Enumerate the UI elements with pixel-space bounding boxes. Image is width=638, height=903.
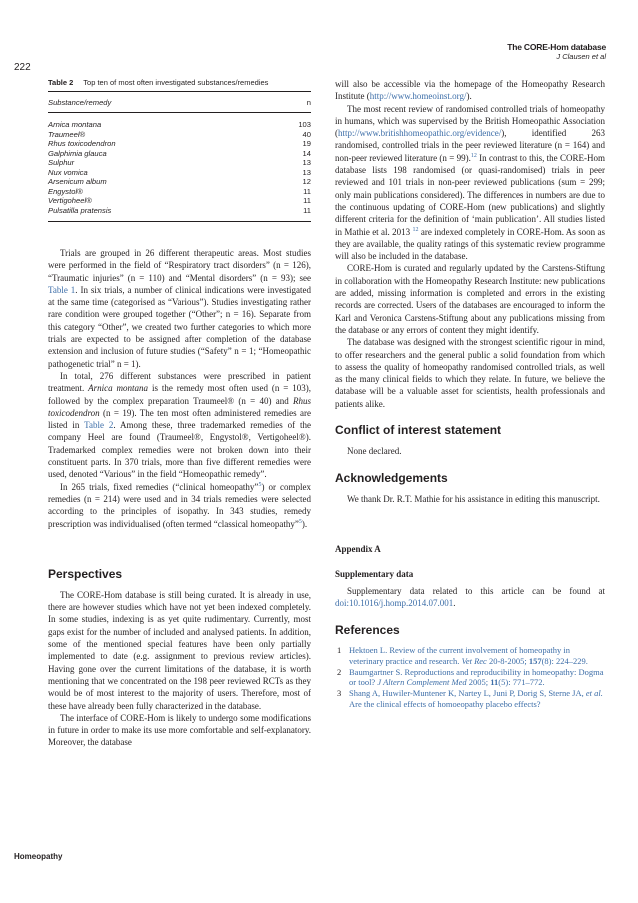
paragraph-interface: The interface of CORE-Hom is likely to undergo some modifications in future in order to make its use more comfortable and self-explanatory. Moreover, the database — [48, 712, 311, 748]
remedy-cell: Galphimia glauca — [48, 148, 107, 158]
remedy-cell: Arnica montana — [48, 120, 102, 129]
citation-5[interactable]: 5 — [298, 518, 302, 525]
paragraph-recent-review: The most recent review of randomised controlled trials of homeopathy in humans, which was supervised by the British Homeopathic Association (http://www.britishhomeopathic.org/evidence/), identified 263 randomised, controlled trials in the peer reviewed literature (n = 164) and non-peer reviewed literature (n = 99).$^{12}$ In contrast to this, the CORE-Hom database lists 198 randomised (or quasi-randomised) trials in peer reviewed and 101 trials in non-peer reviewed publications (sum = 299; only main publications considered). The differences in numbers are due to the continuous updating of CORE-Hom (new publications) and slightly different criteria for the definition of ‘main publication’. All studies listed in Mathie et al. 2013 $^{12}$ are indexed completely in CORE-Hom. As soon as they are available, the quality ratings of this systematic review programme will also be included in the database. — [335, 103, 605, 262]
paragraph-substances: In total, 276 different substances were prescribed in patient treatment. Arnica montana is the remedy most often used (n = 103), followed by the complex preparation Traumeel® (n = 40) and Rhus toxicodendron (n = 19). The ten most often administered remedies are listed in Table 2. Among these, three trademarked remedies of the company Heel are found (Traumeel®, Engystol®, Vertigoheel®). Trademarked complex remedies were not broken down into their constituent parts. In 370 trials, more than five different remedies were used, denoted “Various” in the field “Homeopathic remedy”. — [48, 370, 311, 480]
table-row — [48, 168, 311, 178]
appendix-heading: Appendix A — [335, 543, 381, 554]
right-column — [335, 78, 605, 709]
paragraph-accessibility: will also be accessible via the homepage of the Homeopathy Research Institute (http://www.homeoinst.org/). — [335, 79, 605, 102]
citation-12[interactable]: 12 — [412, 226, 419, 233]
table-header-remedy: Substance/remedy — [48, 92, 269, 113]
reference-item[interactable]: 3 Shang A, Huwiler-Muntener K, Nartey L, Juni P, Dorig S, Sterne JA, et al. Are the clinical effects of homoeopathy placebo effects? — [337, 688, 603, 709]
references-heading: References — [335, 623, 400, 638]
left-column — [48, 78, 311, 749]
paragraph-therapeutic-areas: Trials are grouped in 26 different therapeutic areas. Most studies were performed in the field of “Respiratory tract disorders” (n = 126), “Traumatic injuries” (n = 110) and “Mental disorders” (n = 93); see Table 1. In six trials, a number of clinical indications were investigated at the same time (categorised as “Various”). Studies investigating rather rare condition were grouped together (“Other”; n = 16). Separate from this category “Other”, we created two further categories to which more trials are expected to be assigned after completion of the database extension and inclusion of future studies (“Safety” n = 1; “Homeopathic pathogenetic trial” n = 1). — [48, 248, 312, 369]
remedy-cell: Sulphur — [48, 158, 75, 167]
table-row — [48, 130, 311, 140]
conflict-of-interest-heading: Conflict of interest statement — [335, 423, 502, 438]
table-row — [48, 158, 311, 168]
remedy-cell: Vertigoheel® — [48, 196, 92, 205]
table-row — [48, 206, 311, 222]
acknowledgements-text: We thank Dr. R.T. Mathie for his assistance in editing this manuscript. — [347, 494, 600, 505]
table1-link[interactable]: Table 1 — [48, 284, 76, 295]
reference-item[interactable]: 1 Hektoen L. Review of the current involvement of homeopathy in veterinary practice and research. Vet Rec 20-8-2005; 157(8): 224–229. — [337, 645, 588, 666]
count-cell: 13 — [302, 158, 311, 167]
count-cell: 11 — [303, 186, 311, 196]
table-row — [48, 139, 311, 149]
bha-evidence-link[interactable]: http://www.britishhomeopathic.org/evidence/ — [338, 128, 502, 139]
page-number: 222 — [14, 62, 31, 73]
table-row — [48, 187, 311, 197]
homeoinst-link[interactable]: http://www.homeoinst.org/ — [369, 91, 467, 102]
remedy-cell: Arsenicum album — [48, 177, 107, 186]
reference-item[interactable]: 2 Baumgartner S. Reproductions and reproducibility in homeopathy: Dogma or tool? J Altern Complement Med 2005; 11(5): 771–772. — [337, 666, 604, 688]
table-row — [48, 113, 311, 130]
supplementary-heading: Supplementary data — [335, 568, 414, 579]
count-cell: 13 — [302, 167, 311, 177]
table2-link[interactable]: Table 2 — [84, 420, 114, 431]
doi-link[interactable]: doi:10.1016/j.homp.2014.07.001 — [335, 597, 454, 608]
acknowledgements-heading: Acknowledgements — [335, 471, 448, 486]
count-cell: 12 — [302, 177, 311, 186]
running-header-authors: J Clausen et al — [556, 52, 606, 61]
table-caption-text: Top ten of most often investigated substances/remedies — [83, 78, 269, 87]
count-cell: 103 — [298, 120, 311, 129]
paragraph-curation: CORE-Hom is curated and regularly updated by the Carstens-Stiftung in collaboration with the Homeopathy Research Institute: new publications are added, missing information is completed and errors in the existing records are corrected. Users of the databases are encouraged to inform the Karl and Veronica Carstens-Stiftung about any publications missing from the database or any errors of content they might identify. — [335, 263, 605, 335]
remedy-cell: Nux vomica — [48, 167, 88, 177]
table-caption — [48, 78, 311, 87]
count-cell: 14 — [302, 148, 311, 158]
conflict-of-interest-text: None declared. — [347, 446, 402, 457]
running-header-title: The CORE-Hom database — [507, 42, 606, 52]
table-header-n: n — [269, 92, 311, 113]
remedy-cell: Engystol® — [48, 186, 83, 196]
table-row — [48, 149, 311, 159]
remedies-table — [48, 91, 311, 222]
reference-list — [335, 645, 605, 709]
citation-5[interactable]: 5 — [258, 481, 262, 488]
citation-12[interactable]: 12 — [470, 152, 477, 159]
count-cell: 11 — [303, 196, 311, 205]
remedy-cell: Rhus toxicodendron — [48, 139, 116, 148]
paragraph-curation-status: The CORE-Hom database is still being curated. It is already in use, there are however studies which have not yet been indexed completely. In some studies, indexing is as yet quite rudimentary. Currently, most gaps exist for the number of included and analysed patients. In addition, some of the mentioned special features have been only partially implemented to date (e.g. assignment to previous review articles). Having gone over the current limitations of the database, it is worth mentioning that we concentrated on the 198 peer reviewed RCTs as they would be of most interest to the majority of users. Therefore, most of these have already been fully characterized in the database. — [48, 589, 311, 711]
remedy-cell: Pulsatilla pratensis — [48, 206, 269, 222]
table-label: Table 2 — [48, 78, 74, 87]
paragraph-design: The database was designed with the strongest scientific rigour in mind, to offer researchers and the general public a solid foundation from which to assess the quality of homeopathy randomised controlled trials, as well as the many clinical fields to which they relate. In future, we believe the database will be a valuable asset for scientists, health professionals and patients alike. — [335, 337, 605, 409]
count-cell: 40 — [302, 129, 311, 139]
table-row — [48, 196, 311, 206]
paragraph-remedy-types: In 265 trials, fixed remedies (“clinical homeopathy”$^5$) or complex remedies (n = 214) were used and in 34 trials remedies were selected according to the principles of isopathy. In 343 studies, remedy prescription was individualised (often termed “classical homeopathy”$^5$). — [48, 481, 312, 529]
supplementary-text: Supplementary data related to this article can be found at doi:10.1016/j.homp.2014.07.001. — [335, 585, 605, 608]
count-cell: 19 — [302, 139, 311, 148]
perspectives-heading: Perspectives — [48, 566, 123, 581]
footer-journal-name: Homeopathy — [14, 852, 63, 861]
remedy-cell: Traumeel® — [48, 129, 86, 139]
count-cell: 11 — [269, 206, 311, 222]
table-row — [48, 177, 311, 187]
